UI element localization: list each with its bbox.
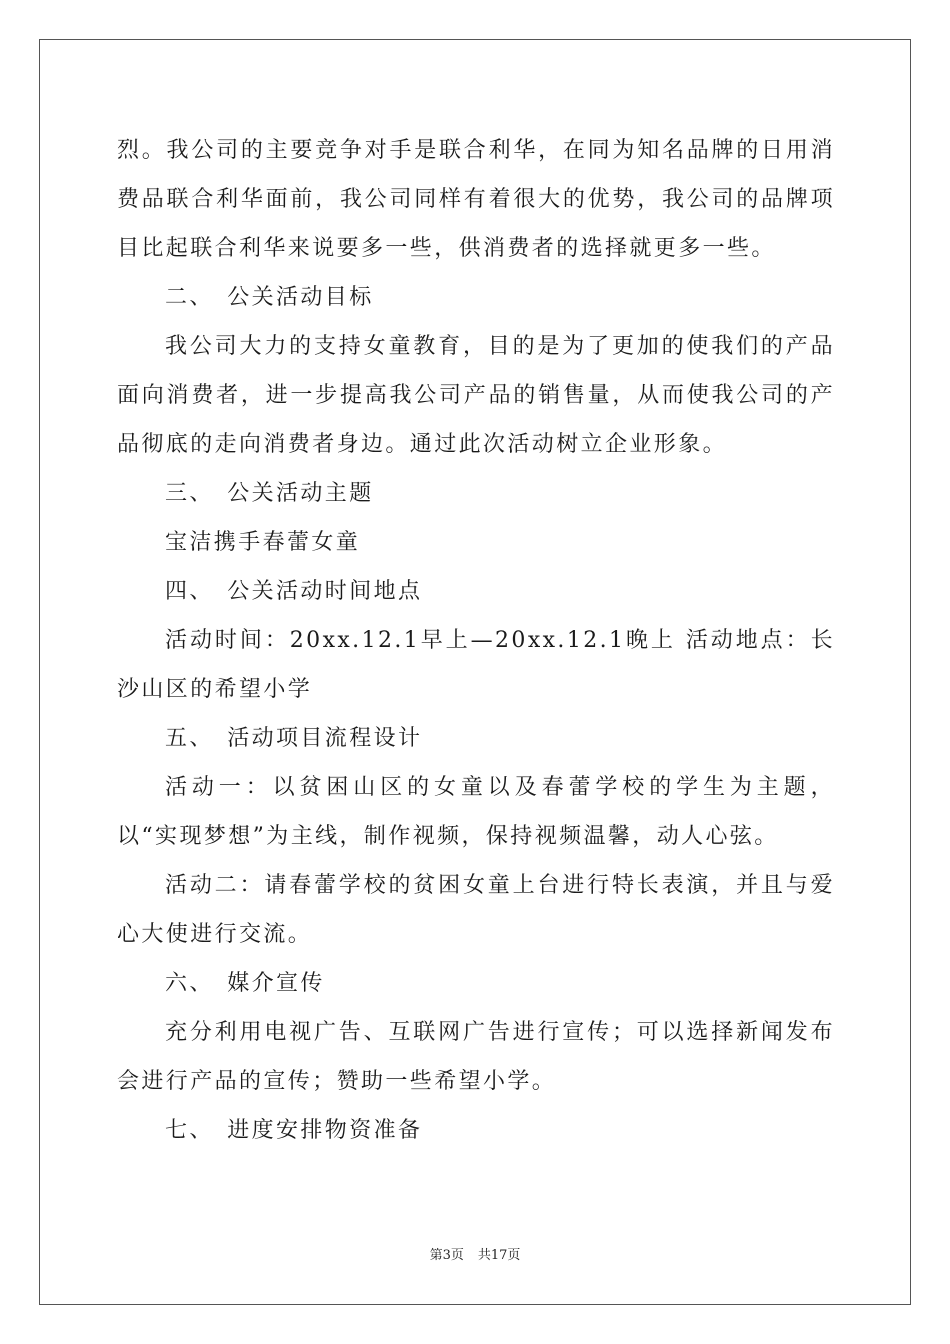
paragraph-continued: 烈。我公司的主要竞争对手是联合利华，在同为知名品牌的日用消费品联合利华面前，我公司同样有着很大的优势，我公司的品牌项目比起联合利华来说要多一些，供消费者的选择就更多一些。 xyxy=(117,138,835,261)
section-heading-6: 六、 媒介宣传 xyxy=(165,971,325,996)
paragraph-activity-2: 活动二：请春蕾学校的贫困女童上台进行特长表演，并且与爱心大使进行交流。 xyxy=(117,873,835,947)
section-heading-3: 三、 公关活动主题 xyxy=(165,481,374,506)
document-body xyxy=(117,126,835,1155)
section-heading-4: 四、 公关活动时间地点 xyxy=(165,579,423,604)
paragraph-time-location: 活动时间：20xx.12.1早上—20xx.12.1晚上 活动地点：长沙山区的希望小学 xyxy=(117,628,835,702)
paragraph-media: 充分利用电视广告、互联网广告进行宣传；可以选择新闻发布会进行产品的宣传；赞助一些希望小学。 xyxy=(117,1020,835,1094)
paragraph-objectives: 我公司大力的支持女童教育，目的是为了更加的使我们的产品面向消费者，进一步提高我公司产品的销售量，从而使我公司的产品彻底的走向消费者身边。通过此次活动树立企业形象。 xyxy=(117,334,835,457)
section-heading-2: 二、 公关活动目标 xyxy=(165,285,374,310)
page-footer xyxy=(0,1248,950,1264)
section-heading-7: 七、 进度安排物资准备 xyxy=(165,1118,423,1143)
paragraph-activity-1: 活动一：以贫困山区的女童以及春蕾学校的学生为主题，以“实现梦想”为主线，制作视频，保持视频温馨，动人心弦。 xyxy=(117,775,835,849)
paragraph-theme: 宝洁携手春蕾女童 xyxy=(165,530,361,555)
page-total: 共17页 xyxy=(477,1248,521,1263)
section-heading-5: 五、 活动项目流程设计 xyxy=(165,726,423,751)
page-number: 第3页 xyxy=(429,1248,464,1263)
